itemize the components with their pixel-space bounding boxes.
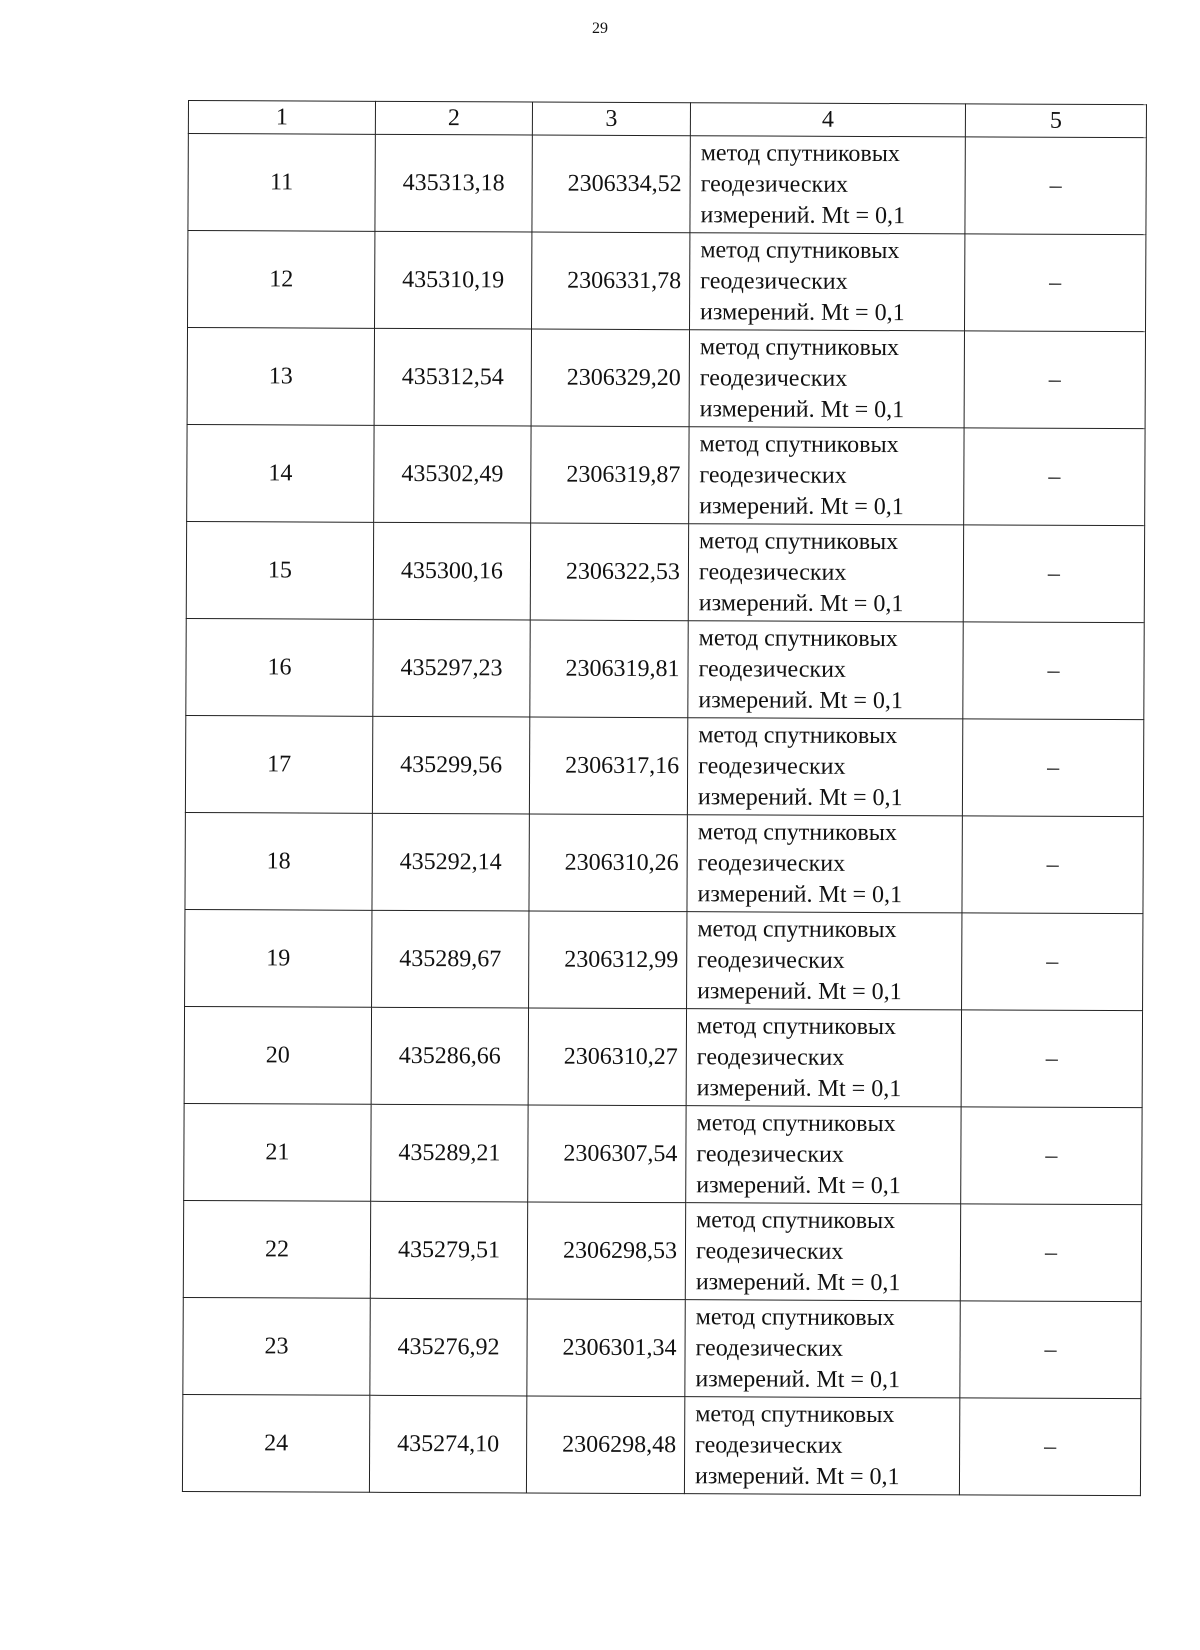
method-line: метод спутниковых [696, 1012, 897, 1040]
method-line: измерений. Mt = 0,1 [694, 1462, 900, 1490]
y-coordinate-cell: 2306307,54 [528, 1105, 686, 1203]
method-line: метод спутниковых [695, 1303, 895, 1331]
method-cell [685, 1300, 960, 1398]
x-coordinate-cell: 435286,66 [371, 1007, 528, 1105]
method-line: метод спутниковых [696, 1206, 896, 1234]
method-line: метод спутниковых [700, 139, 900, 167]
method-line: геодезических [698, 655, 847, 683]
point-number-cell: 15 [186, 521, 373, 619]
x-coordinate-cell: 435292,14 [372, 813, 529, 911]
method-cell [689, 330, 964, 428]
method-line: метод спутниковых [700, 236, 900, 264]
y-coordinate-cell: 2306319,81 [530, 620, 688, 718]
method-line: геодезических [696, 1043, 845, 1071]
table-row [187, 328, 1145, 429]
note-cell: – [964, 428, 1145, 526]
table-row [183, 1297, 1141, 1398]
method-line: метод спутниковых [699, 333, 900, 361]
coordinates-table [182, 100, 1147, 1496]
table-row [184, 1006, 1142, 1107]
method-line: измерений. Mt = 0,1 [697, 783, 903, 811]
method-line: метод спутниковых [699, 527, 899, 555]
point-number-cell: 17 [185, 715, 372, 813]
method-cell [688, 621, 963, 719]
note-cell: – [960, 1204, 1141, 1302]
method-cell [685, 1203, 960, 1301]
y-coordinate-cell: 2306319,87 [531, 426, 689, 524]
x-coordinate-cell: 435300,16 [373, 522, 530, 620]
table-row [182, 1394, 1140, 1495]
y-coordinate-cell: 2306312,99 [529, 911, 687, 1009]
method-line: геодезических [700, 267, 848, 295]
method-line: метод спутниковых [698, 624, 898, 652]
y-coordinate-cell: 2306317,16 [529, 717, 687, 815]
method-line: геодезических [700, 170, 849, 198]
method-line: геодезических [699, 364, 848, 392]
method-line: измерений. Mt = 0,1 [697, 880, 903, 908]
table-row [187, 424, 1145, 525]
x-coordinate-cell: 435313,18 [375, 134, 532, 232]
header-col-1: 1 [188, 101, 375, 135]
method-cell [684, 1397, 959, 1495]
method-line: метод спутниковых [699, 430, 899, 458]
method-line: геодезических [698, 752, 846, 780]
method-line: геодезических [697, 946, 845, 974]
x-coordinate-cell: 435274,10 [369, 1395, 526, 1493]
header-col-4: 4 [690, 103, 965, 137]
note-cell: – [962, 913, 1143, 1011]
table-row [185, 812, 1143, 913]
y-coordinate-cell: 2306310,26 [529, 814, 687, 912]
y-coordinate-cell: 2306331,78 [532, 232, 690, 330]
note-cell: – [961, 1010, 1142, 1108]
point-number-cell: 16 [186, 618, 373, 716]
table-row [186, 521, 1144, 622]
method-line: геодезических [699, 461, 847, 489]
method-cell [686, 1106, 961, 1204]
method-cell [686, 1009, 961, 1107]
y-coordinate-cell: 2306298,48 [526, 1396, 684, 1494]
method-line: измерений. Mt = 0,1 [696, 1074, 902, 1102]
method-line: измерений. Mt = 0,1 [696, 1171, 901, 1199]
y-coordinate-cell: 2306310,27 [528, 1008, 686, 1106]
y-coordinate-cell: 2306298,53 [527, 1202, 685, 1300]
method-line: измерений. Mt = 0,1 [695, 1365, 901, 1393]
method-cell [688, 524, 963, 622]
method-line: измерений. Mt = 0,1 [700, 201, 906, 229]
table-row [185, 909, 1143, 1010]
x-coordinate-cell: 435289,67 [372, 910, 529, 1008]
y-coordinate-cell: 2306334,52 [532, 135, 690, 233]
method-line: метод спутниковых [698, 721, 898, 749]
x-coordinate-cell: 435310,19 [375, 231, 532, 329]
note-cell: – [959, 1398, 1140, 1496]
note-cell: – [963, 525, 1144, 623]
x-coordinate-cell: 435276,92 [370, 1298, 527, 1396]
note-cell: – [962, 719, 1143, 817]
method-cell [687, 815, 962, 913]
point-number-cell: 20 [184, 1006, 371, 1104]
point-number-cell: 24 [182, 1394, 369, 1492]
method-cell [689, 427, 964, 525]
method-cell [690, 233, 965, 331]
note-cell: – [962, 816, 1143, 914]
point-number-cell: 12 [188, 231, 375, 329]
y-coordinate-cell: 2306322,53 [530, 523, 688, 621]
header-col-2: 2 [375, 101, 532, 135]
point-number-cell: 23 [183, 1297, 370, 1395]
method-line: измерений. Mt = 0,1 [699, 492, 904, 520]
table-row [186, 618, 1144, 719]
table-row [188, 134, 1146, 235]
method-line: метод спутниковых [696, 1109, 896, 1137]
method-cell [690, 136, 965, 234]
note-cell: – [965, 137, 1146, 235]
table-row [188, 231, 1146, 332]
method-line: геодезических [697, 849, 846, 877]
method-line: метод спутниковых [697, 915, 897, 943]
note-cell: – [960, 1301, 1141, 1399]
method-line: измерений. Mt = 0,1 [695, 1268, 901, 1296]
point-number-cell: 22 [183, 1200, 370, 1298]
x-coordinate-cell: 435312,54 [374, 328, 531, 426]
point-number-cell: 11 [188, 134, 375, 232]
note-cell: – [964, 234, 1145, 332]
x-coordinate-cell: 435302,49 [374, 425, 531, 523]
method-line: геодезических [698, 558, 847, 586]
table-body [182, 134, 1146, 1496]
method-line: геодезических [695, 1334, 844, 1362]
method-line: измерений. Mt = 0,1 [700, 298, 905, 326]
table-row [184, 1103, 1142, 1204]
page-number: 29 [592, 20, 608, 37]
method-line: метод спутниковых [697, 818, 897, 846]
method-line: геодезических [696, 1140, 844, 1168]
method-line: измерений. Mt = 0,1 [698, 686, 904, 714]
table-row [185, 715, 1143, 816]
point-number-cell: 14 [187, 424, 374, 522]
point-number-cell: 21 [184, 1103, 371, 1201]
header-row [188, 101, 1146, 138]
method-line: измерений. Mt = 0,1 [697, 977, 902, 1005]
method-cell [687, 718, 962, 816]
x-coordinate-cell: 435289,21 [371, 1104, 528, 1202]
header-col-5: 5 [965, 104, 1146, 138]
x-coordinate-cell: 435299,56 [372, 716, 529, 814]
x-coordinate-cell: 435297,23 [373, 619, 530, 717]
method-line: метод спутниковых [695, 1400, 895, 1428]
table-header [188, 101, 1146, 138]
method-line: геодезических [695, 1431, 843, 1459]
note-cell: – [961, 1107, 1142, 1205]
method-cell [687, 912, 962, 1010]
note-cell: – [964, 331, 1145, 429]
x-coordinate-cell: 435279,51 [370, 1201, 527, 1299]
header-col-3: 3 [532, 102, 690, 136]
y-coordinate-cell: 2306301,34 [527, 1299, 685, 1397]
y-coordinate-cell: 2306329,20 [531, 329, 689, 427]
method-line: измерений. Mt = 0,1 [699, 395, 905, 423]
point-number-cell: 18 [185, 812, 372, 910]
note-cell: – [963, 622, 1144, 720]
point-number-cell: 13 [187, 328, 374, 426]
method-line: измерений. Mt = 0,1 [698, 589, 904, 617]
table-row [183, 1200, 1141, 1301]
method-line: геодезических [695, 1237, 844, 1265]
point-number-cell: 19 [185, 909, 372, 1007]
